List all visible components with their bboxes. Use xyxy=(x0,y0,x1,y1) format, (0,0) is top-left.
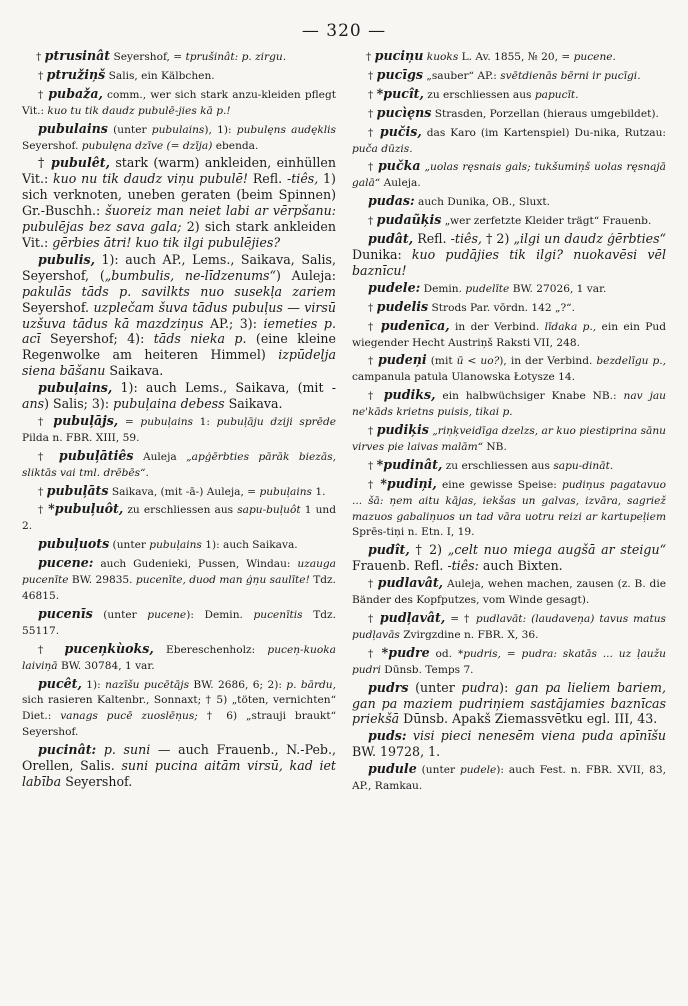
dictionary-entry xyxy=(352,193,666,211)
definition-text: Refl. xyxy=(413,231,451,247)
definition-text: das Karo (im Kartenspiel) Du-nika, Rutzau: xyxy=(421,126,666,139)
definition-text: sich rasieren Kaltenbr., Sonnaxt; † 5) „töten, vernichten“ Diet.: xyxy=(22,694,336,723)
definition-text: = † xyxy=(445,613,476,625)
example-text: līdaka p., xyxy=(544,320,597,333)
dictionary-entry xyxy=(352,728,666,760)
headword: *pudinât, xyxy=(376,456,443,472)
definition-text: 1) sich verknoten, uneben geraten (beim Spinnen) Gr.-Buschh.: xyxy=(22,171,336,219)
definition-text: † xyxy=(368,459,377,472)
example-text: pudiņus pagatavuo ... šā: ņem aitu kājas, iekšas un galvas, izvāra, sagriež mazuos gabaliņuos un tad vāra uotru reizi ar kartupeļiem xyxy=(352,478,666,523)
definition-text: 2) sich stark ankleiden Vit.: xyxy=(22,219,336,250)
definition-text: † xyxy=(368,215,377,228)
dictionary-entry xyxy=(22,48,336,66)
definition-text: † xyxy=(368,613,380,625)
definition-text: Tdz. 46815. xyxy=(22,574,336,602)
example-text: šuoreiz man neiet labi ar vērpšanu: pubulējas bez sava gala; xyxy=(22,203,337,235)
example-text: kuo nu tik daudz viņu pubulē! xyxy=(53,171,248,187)
columns xyxy=(22,48,666,796)
dictionary-entry xyxy=(352,575,666,609)
headword: pudenīca, xyxy=(380,317,450,333)
dictionary-entry xyxy=(22,413,336,447)
definition-text: ): Demin. xyxy=(186,608,254,621)
definition-text: † xyxy=(368,88,377,101)
dictionary-entry xyxy=(352,680,666,728)
headword: pucinât: xyxy=(38,742,97,758)
definition-text: † 2) xyxy=(409,542,448,558)
example-text: „riņķveidīga dzelzs, ar kuo piestiprina sānu virves pie laivas malām“ xyxy=(352,425,666,453)
headword: puds: xyxy=(368,728,407,744)
headword: pubuļāts xyxy=(46,482,109,498)
example-text: pubulęns audęklis xyxy=(236,123,336,136)
definition-text: in der Verbind. xyxy=(449,320,545,333)
definition-text: † xyxy=(368,390,384,403)
definition-text: Auleja xyxy=(133,450,187,463)
definition-text: ): auch Fest. n. FBR. XVII, 83, AP., Ramkau. xyxy=(352,764,666,793)
definition-text: Ebereschenholz: xyxy=(153,643,268,656)
definition-text: Saikava, (mit -ā-) Auleja, = xyxy=(108,485,260,498)
definition-text: Dunika: xyxy=(352,246,412,262)
example-text: nav jau ne'kāds krietns puisis, tikai p. xyxy=(352,390,666,419)
definition-text: Refl. xyxy=(248,171,287,187)
example-text: pubulęna dzīve (= dzīja) xyxy=(81,139,213,152)
definition-text: † xyxy=(366,51,375,63)
definition-text: auch Bixten. xyxy=(478,558,563,574)
example-text: izpūdeļja siena bāšanu xyxy=(22,347,336,379)
headword: pucìęns xyxy=(376,104,432,120)
dictionary-entry xyxy=(22,448,336,482)
definition-text: od. xyxy=(429,647,458,660)
headword: pubulains xyxy=(38,120,108,136)
example-text: pudelīte xyxy=(465,282,510,295)
dictionary-entry xyxy=(22,121,336,155)
definition-text: zu erschliessen aus xyxy=(123,504,238,517)
example-text: pubuļains xyxy=(140,415,193,428)
example-text: svētdienās bērni ir pucīgi. xyxy=(500,69,641,82)
definition-text: (unter xyxy=(416,764,460,777)
definition-text: Saikava. xyxy=(105,363,164,379)
definition-text: (unter xyxy=(107,123,152,136)
definition-text: eine gewisse Speise: xyxy=(436,478,562,491)
definition-text: 1. xyxy=(312,485,326,498)
headword: pucêt, xyxy=(38,675,82,691)
definition-text: (unter xyxy=(408,679,462,695)
definition-text: BW. 2686, 6; 2): xyxy=(189,678,287,691)
definition-text: Auleja, wehen machen, zausen (z. B. die Bänder des Kopfputzes, vom Winde gesagt). xyxy=(352,578,666,607)
definition-text: Frauenb. Refl. xyxy=(352,558,448,574)
dictionary-entry xyxy=(352,387,666,421)
example-text: pubuļains xyxy=(149,539,202,552)
definition-text: † xyxy=(38,485,47,498)
example-text: gan pa lieliem bariem, gan pa maziem pudriņiem sastājamies baznīcas priekšā xyxy=(352,679,666,727)
definition-text: † xyxy=(368,355,378,368)
headword: pudule xyxy=(368,761,417,777)
example-text: „ilgi un daudz ģērbties“ xyxy=(513,231,666,247)
dictionary-entry xyxy=(22,676,336,742)
definition-text: ), in der Verbind. xyxy=(499,355,597,368)
headword: pudlavât, xyxy=(377,575,444,591)
definition-text: Pilda n. FBR. XIII, 59. xyxy=(22,431,140,444)
definition-text: † 2) xyxy=(481,231,514,247)
definition-text: — auch Frauenb., N.-Peb., Orellen, Salis. xyxy=(22,742,336,774)
dictionary-entry xyxy=(352,280,666,298)
definition-text: † 6) „strauji braukt“ Seyershof. xyxy=(22,710,336,739)
example-text: papucīt. xyxy=(534,88,579,101)
left-column xyxy=(22,48,336,796)
headword: pudiks, xyxy=(383,387,436,403)
dictionary-entry xyxy=(22,536,336,554)
headword: ptružiņš xyxy=(46,66,106,82)
example-text: -tiês, xyxy=(286,171,319,187)
dictionary-entry xyxy=(22,606,336,640)
example-text: pucene xyxy=(147,608,187,621)
headword: pubuļājs, xyxy=(53,412,119,428)
definition-text: Seyershof; 4): xyxy=(40,331,154,347)
definition-text xyxy=(96,742,104,757)
dictionary-entry xyxy=(22,67,336,85)
definition-text: † xyxy=(368,425,377,438)
headword: pudļavât, xyxy=(379,610,446,625)
example-text: pucene. xyxy=(573,51,616,63)
headword: pudele: xyxy=(368,279,421,295)
definition-text: 1): xyxy=(81,678,106,691)
definition-text: † xyxy=(38,155,52,171)
dictionary-entry xyxy=(352,231,666,279)
example-text: pudele xyxy=(459,764,497,777)
dictionary-entry xyxy=(352,422,666,456)
definition-text: L. Av. 1855, № 20, = xyxy=(458,51,574,63)
headword: pučis, xyxy=(379,123,422,139)
example-text: *pudris, xyxy=(457,647,501,660)
definition-text: † xyxy=(38,415,54,428)
headword: puceņkùoks, xyxy=(64,640,154,656)
example-text: kuo pudājies tik ilgi? nuokavēsi vēl baznīcu! xyxy=(352,246,666,278)
definition-text: BW. 19728, 1. xyxy=(352,744,441,760)
definition-text: BW. 29835. xyxy=(68,574,136,587)
definition-text: Strods Par. vōrdn. 142 „?“. xyxy=(428,301,575,314)
definition-text: (mit xyxy=(426,355,457,368)
example-text: iemeties p. acī xyxy=(22,315,336,347)
headword: pudaũķis xyxy=(376,212,442,228)
headword: *pudiņi, xyxy=(380,475,437,491)
page-number: — 320 — xyxy=(301,21,387,41)
definition-text: ein halbwüchsiger Knabe NB.: xyxy=(435,390,624,403)
headword: pudas: xyxy=(368,193,415,209)
definition-text: 1): auch AP., Lems., Saikava, Salis, Seyershof, ( xyxy=(22,251,336,283)
definition-text: (eine kleine Regenwolke am heiteren Himmel) xyxy=(22,331,336,363)
headword: pudelis xyxy=(376,298,429,314)
definition-text: campanula patula Ulanowska Łotysze 14. xyxy=(352,371,576,384)
dictionary-entry xyxy=(352,67,666,85)
definition-text: † xyxy=(38,450,59,463)
definition-text: † xyxy=(368,69,377,82)
definition-text: ein ein Pud wiegender Hecht Austriņš Raksti VII, 248. xyxy=(352,320,667,349)
definition-text: „sauber“ AP.: xyxy=(422,69,501,82)
definition-text: † xyxy=(38,643,65,656)
dictionary-entry xyxy=(22,252,336,379)
definition-text: (unter xyxy=(92,608,148,621)
definition-text: ebenda. xyxy=(212,139,259,152)
definition-text: Strasden, Porzellan (hieraus umgebildet). xyxy=(431,107,659,120)
definition-text: † xyxy=(38,88,49,101)
example-text: pubuļaina debess xyxy=(113,396,225,412)
example-text: pubulains xyxy=(151,123,205,136)
definition-text: Seyershof. xyxy=(61,773,133,789)
headword: pudrs xyxy=(368,679,409,695)
headword: *pubuļuôt, xyxy=(48,501,124,517)
dictionary-entry xyxy=(352,761,666,795)
example-text: pudlavāt: (laudaveņa) tavus matus pudļavās xyxy=(352,613,666,641)
headword: pudiķis xyxy=(376,422,429,438)
dictionary-entry xyxy=(352,542,666,574)
headword: pubuļains, xyxy=(38,380,113,396)
example-text: pubuļāju dziji sprēde xyxy=(216,415,337,428)
dictionary-entry xyxy=(22,641,336,675)
example-text: kuo tu tik daudz pubulē-jies kā p.! xyxy=(47,104,231,117)
definition-text: † xyxy=(368,301,377,314)
example-text: gērbies ātri! kuo tik ilgi pubulējies? xyxy=(52,234,281,250)
headword: pubuļuots xyxy=(38,536,110,552)
example-text: puceņ-kuoka laiviņā xyxy=(22,643,336,672)
definition-text: auch Dunika, OB., Sluxt. xyxy=(414,196,550,209)
right-column xyxy=(352,48,666,796)
definition-text: † xyxy=(38,504,49,517)
example-text: sapu-buļuôt xyxy=(237,504,301,517)
headword: ptrusinât xyxy=(44,48,111,63)
example-text: p. suni xyxy=(103,742,151,758)
headword: pubaža, xyxy=(48,85,103,101)
dictionary-entry xyxy=(352,158,666,192)
definition-text: ): xyxy=(499,679,515,695)
definition-text: † xyxy=(368,320,381,333)
definition-text: Seyershof. xyxy=(22,299,94,315)
headword: pudeņi xyxy=(378,352,427,368)
dictionary-entry xyxy=(352,476,666,542)
example-text: p. bārdu, xyxy=(286,678,336,691)
example-text: suni pucina aitām virsū, kad iet labība xyxy=(22,758,336,789)
definition-text: † xyxy=(36,51,45,63)
definition-text: = xyxy=(118,415,141,428)
dictionary-entry xyxy=(352,105,666,123)
definition-text: stark (warm) ankleiden, einhüllen Vit.: xyxy=(22,155,336,187)
example-text: „uolas ręsnais gals; tukšumiņš uolas ręsnajā galā“ xyxy=(352,161,667,190)
definition-text: ), 1): xyxy=(204,123,237,136)
example-text: sapu-dināt. xyxy=(553,459,614,472)
definition-text: † xyxy=(368,478,381,491)
headword: pudât, xyxy=(368,231,414,247)
headword: pubulis, xyxy=(38,251,95,267)
dictionary-entry xyxy=(352,299,666,317)
definition-text: † xyxy=(368,126,380,139)
dictionary-entry xyxy=(352,457,666,475)
definition-text: ) Salis; 3): xyxy=(44,396,114,412)
headword: puciņu xyxy=(374,48,424,63)
headword: pucene: xyxy=(38,555,94,571)
headword: pudît, xyxy=(368,542,410,558)
definition-text: Dūnsb. Temps 7. xyxy=(380,663,474,676)
definition-text: † xyxy=(368,647,382,660)
headword: *pucît, xyxy=(376,85,424,101)
example-text: puča dūzis. xyxy=(352,142,413,155)
definition-text: Auleja. xyxy=(380,177,421,190)
example-text: ū < uo? xyxy=(456,355,500,368)
example-text: „apģērbties pārāk biezās, sliktās vai tml. drēbēs“. xyxy=(22,450,337,479)
dictionary-entry xyxy=(22,155,336,250)
example-text: pudra: skatās ... uz ļaužu pudri xyxy=(352,647,666,676)
dictionary-entry xyxy=(22,380,336,412)
definition-text: ) Auleja: xyxy=(275,267,336,283)
example-text: tprušinât: p. zirgu. xyxy=(185,51,287,63)
example-text: „celt nuo miega augšā ar steigu“ xyxy=(447,542,667,558)
definition-text: auch Gudenieki, Pussen, Windau: xyxy=(93,558,298,571)
definition-text: Salis, ein Kälbchen. xyxy=(105,69,215,82)
definition-text: Seyershof. xyxy=(22,139,82,152)
definition-text: BW. 30784, 1 var. xyxy=(57,659,155,672)
definition-text: † xyxy=(38,69,47,82)
example-text: uzplečam šuva tādus pubuļus — virsū uzšuva tādus kā mazdziņus xyxy=(22,299,336,331)
dictionary-entry xyxy=(22,483,336,501)
definition-text: 1 und 2. xyxy=(22,504,337,533)
dictionary-entry xyxy=(352,212,666,230)
definition-text: BW. 27026, 1 var. xyxy=(509,282,607,295)
definition-text: „wer zerfetzte Kleider trägt“ Frauenb. xyxy=(441,215,652,228)
definition-text: 1): auch Lems., Saikava, (mit - xyxy=(112,380,336,396)
example-text: uzauga pucenīte xyxy=(22,558,336,587)
dictionary-entry xyxy=(352,86,666,104)
example-text: „bumbulis, ne-līdzenums“ xyxy=(104,267,276,283)
example-text: visi pieci nenesēm viena puda apīnīšu xyxy=(412,728,666,744)
example-text: pucenītis xyxy=(253,608,303,621)
definition-text: NB. xyxy=(483,440,507,453)
dictionary-entry xyxy=(22,555,336,605)
definition-text: = xyxy=(500,647,522,660)
dictionary-entry xyxy=(352,645,666,679)
definition-text: comm., wer sich stark anzu-kleiden pflegt Vit.: xyxy=(22,88,336,117)
example-text: nazīšu pucētājs xyxy=(105,678,189,691)
headword: pubulêt, xyxy=(51,155,110,171)
example-text: pucenīte, duod man ģņu saulīte! xyxy=(135,574,310,587)
definition-text: zu erschliessen aus xyxy=(442,459,554,472)
dictionary-entry xyxy=(22,742,336,790)
headword: pucīgs xyxy=(376,66,423,82)
dictionary-entry xyxy=(22,501,336,535)
definition-text: Tdz. 55117. xyxy=(22,608,337,637)
headword: pubuļātiês xyxy=(58,447,134,463)
example-text: vanags pucē zuoslēņus; xyxy=(60,710,198,723)
definition-text: † xyxy=(368,161,378,174)
definition-text: 1): auch Saikava. xyxy=(201,539,298,552)
definition-text: 1: xyxy=(192,415,217,428)
headword: *pudre xyxy=(381,644,430,660)
definition-text: (unter xyxy=(109,539,150,552)
definition-text: AP.; 3): xyxy=(203,315,264,331)
headword: pučka xyxy=(377,158,421,174)
definition-text: Sprēs-tiņi n. Etn. I, 19. xyxy=(352,526,475,539)
definition-text: Dūnsb. Apakš Ziemassvētku egl. III, 43. xyxy=(399,711,658,727)
dictionary-entry xyxy=(352,124,666,158)
definition-text: † xyxy=(368,107,377,120)
dictionary-entry xyxy=(22,86,336,120)
definition-text: zu erschliessen aus xyxy=(423,88,535,101)
definition-text: Zvirgzdine n. FBR. X, 36. xyxy=(399,628,539,641)
definition-text: † xyxy=(368,578,378,591)
example-text: tāds nieka p. xyxy=(153,331,247,347)
example-text: -tiês, xyxy=(450,231,482,247)
definition-text: Demin. xyxy=(420,282,466,295)
definition-text: Saikava. xyxy=(224,396,283,412)
example-text: pubuļains xyxy=(259,485,312,498)
dictionary-entry xyxy=(352,318,666,352)
example-text: ans xyxy=(22,396,45,412)
dictionary-entry xyxy=(352,352,666,386)
headword: pucenīs xyxy=(38,605,93,621)
example-text: pudra xyxy=(461,679,500,695)
dictionary-entry xyxy=(352,610,666,644)
definition-text: Seyershof, = xyxy=(110,51,186,63)
example-text: bezdelīgu p., xyxy=(596,355,667,368)
example-text: kuoks xyxy=(426,51,459,63)
dictionary-entry xyxy=(352,48,666,66)
example-text: pakulās tāds p. savilkts nuo susekļa zariem xyxy=(22,283,336,299)
example-text: -tiês: xyxy=(447,558,479,574)
